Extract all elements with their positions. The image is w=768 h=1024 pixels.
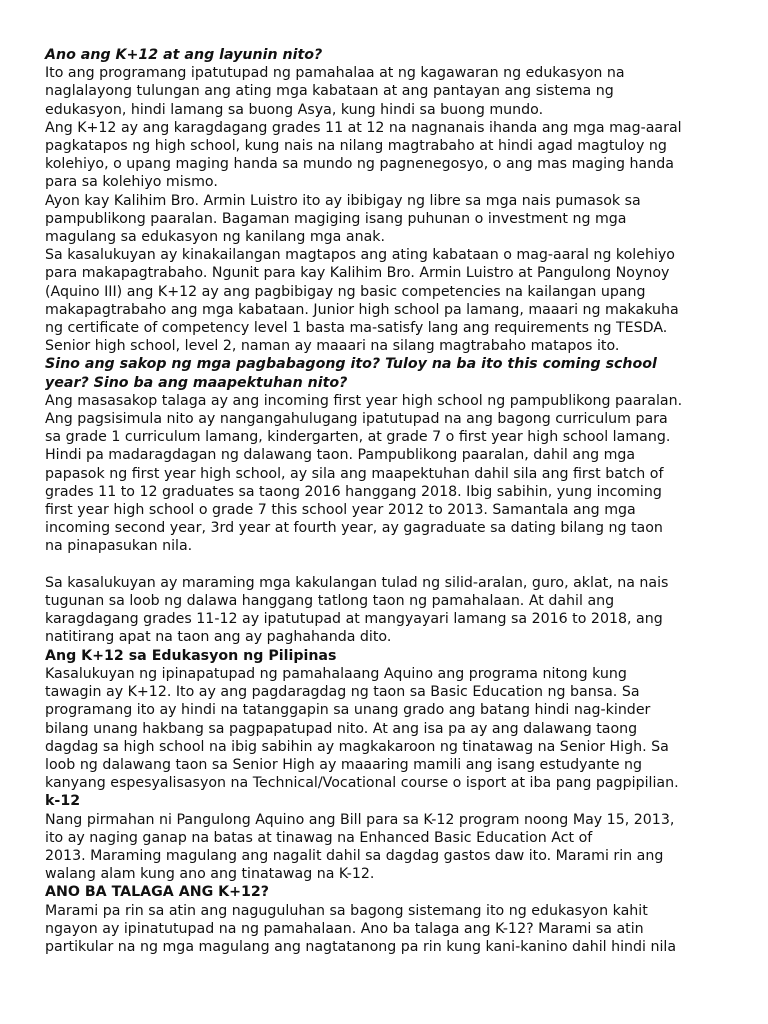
- heading-ano-ba-talaga: ANO BA TALAGA ANG K+12?: [45, 884, 270, 901]
- heading-k-12: k-12: [45, 793, 81, 810]
- paragraph-6: Sa kasalukuyan ay maraming mga kakulangan tulad ng silid-aralan, guro, aklat, na nais tugunan sa loob ng dalawa hanggang tatlong taon ng pamahalaan. At dahil ang karagdagang grades 11-12 ay ipatutupad at mangyayari lamang sa 2016 to 2018, ang natitirang apat na taon ang ay paghahanda dito.: [45, 574, 669, 646]
- paragraph-4: Sa kasalukuyan ay kinakailangan magtapos ang ating kabataan o mag-aaral ng kolehiyo para makapagtrabaho. Ngunit para kay Kalihim Bro. Armin Luistro at Pangulong Noynoy (Aquino III) ang K+12 ay ang pagbibigay ng basic competencies na kailangan upang makapagtrabaho ang mga kabataan. Junior high school pa lamang, maaari ng makakuha ng certificate of competency level 1 basta ma-satisfy lang ang requirements ng TESDA. Senior high school, level 2, naman ay maaari na silang magtrabaho matapos ito.: [45, 247, 679, 355]
- paragraph-1: Ito ang programang ipatutupad ng pamahalaa at ng kagawaran ng edukasyon na naglalayong tulungan ang ating mga kabataan at ang pantayan ang sistema ng edukasyon, hindi lamang sa buong Asya, kung hindi sa buong mundo.: [45, 65, 625, 118]
- paragraph-7: Kasalukuyan ng ipinapatupad ng pamahalaang Aquino ang programa nitong kung tawagin ay K+12. Ito ay ang pagdaragdag ng taon sa Basic Education ng bansa. Sa programang ito ay hindi na tatanggapin sa unang grado ang batang hindi nag-kinder bilang unang hakbang sa pagpapatupad nito. At ang isa pa ay ang dalawang taong dagdag sa high school na ibig sabihin ay magkakaroon ng tinatawag na Senior High. Sa loob ng dalawang taon sa Senior High ay maaaring mamili ang isang estudyante ng kanyang espesyalisasyon na Technical/Vocational course o isport at iba pang pagpipilian.: [45, 665, 679, 792]
- paragraph-8: Nang pirmahan ni Pangulong Aquino ang Bill para sa K-12 program noong May 15, 2013, ito ay naging ganap na batas at tinawag na Enhanced Basic Education Act of 2013. Maraming magulang ang nagalit dahil sa dagdag gastos daw ito. Marami rin ang walang alam kung ano ang tinatawag na K-12.: [45, 811, 675, 883]
- heading-k12-layunin: Ano ang K+12 at ang layunin nito?: [45, 47, 323, 63]
- paragraph-9: Marami pa rin sa atin ang naguguluhan sa bagong sistemang ito ng edukasyon kahit ngayon ay ipinatutupad na ng pamahalaan. Ano ba talaga ang K-12? Marami sa atin partikular na ng mga magulang ang nagtatanong pa rin kung kani-kanino dahil hindi nila: [45, 902, 677, 955]
- heading-sino-ang-sakop: Sino ang sakop ng mga pagbabagong ito? Tuloy na ba ito this coming school year? Sino ba ang maapektuhan nito?: [45, 356, 657, 391]
- blank-line: [45, 556, 735, 574]
- paragraph-5: Ang masasakop talaga ay ang incoming first year high school ng pampublikong paaralan. Ang pagsisimula nito ay nangangahulugang ipatutupad na ang bagong curriculum para sa grade 1 curriculum lamang, kindergarten, at grade 7 o first year high school lamang. Hindi pa madaragdagan ng dalawang taon. Pampublikong paaralan, dahil ang mga papasok ng first year high school, ay sila ang maapektuhan dahil sila ang first batch of grades 11 to 12 graduates sa taong 2016 hanggang 2018. Ibig sabihin, yung incoming first year high school o grade 7 this school year 2012 to 2013. Samantala ang mga incoming second year, 3rd year at fourth year, ay gagraduate sa dating bilang ng taon na pinapasukan nila.: [45, 392, 683, 555]
- paragraph-3: Ayon kay Kalihim Bro. Armin Luistro ito ay ibibigay ng libre sa mga nais pumasok sa pampublikong paaralan. Bagaman magiging isang puhunan o investment ng mga magulang sa edukasyon ng kanilang mga anak.: [45, 192, 641, 246]
- paragraph-2: Ang K+12 ay ang karagdagang grades 11 at 12 na nagnanais ihanda ang mga mag-aaral pagkatapos ng high school, kung nais na nilang magtrabaho at hindi agad magtuloy ng kolehiyo, o upang maging handa sa mundo ng pagnenegosyo, o ang mas maging handa para sa kolehiyo mismo.: [45, 119, 682, 191]
- document-page: [45, 46, 735, 956]
- heading-k12-edukasyon: Ang K+12 sa Edukasyon ng Pilipinas: [45, 647, 337, 664]
